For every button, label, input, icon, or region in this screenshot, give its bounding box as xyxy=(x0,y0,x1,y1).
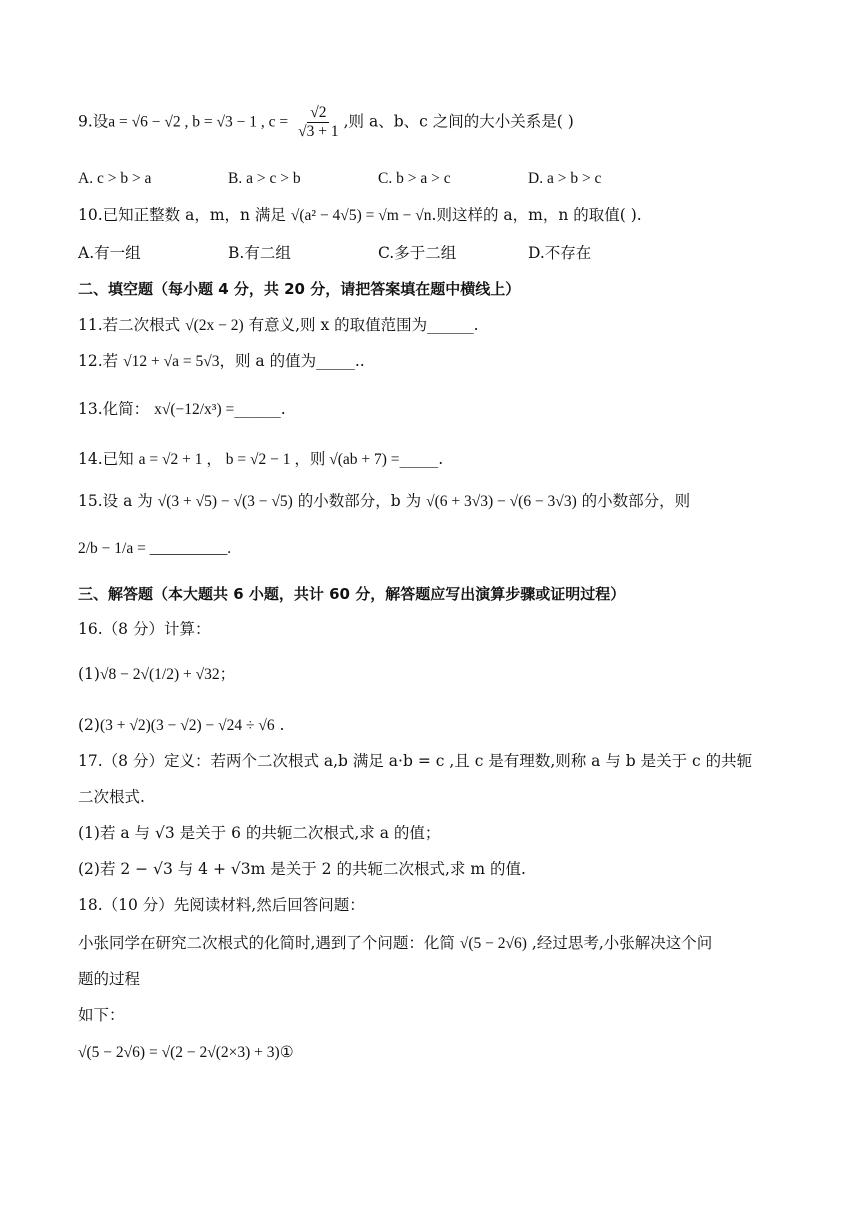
q10-option-b: B.有二组 xyxy=(228,244,291,262)
q16-p2-label: (2) xyxy=(78,716,100,734)
q18-line-2: 题的过程 xyxy=(78,970,141,988)
q9-option-b: B. a > c > b xyxy=(228,170,301,187)
question-13 xyxy=(78,400,286,420)
q9-fraction xyxy=(295,104,342,141)
q9-options xyxy=(78,170,678,189)
q16-p1-math: √8 − 2√(1/2) + √32 xyxy=(99,666,220,683)
q18-head: 18.（10 分）先阅读材料,然后回答问题： xyxy=(78,896,365,914)
q9-option-c: C. b > a > c xyxy=(378,170,451,187)
q11-suffix: 有意义,则 x 的取值范围为______. xyxy=(248,316,479,334)
q9-option-a: A. c > b > a xyxy=(78,170,152,187)
q16-p1-label: (1) xyxy=(78,665,100,683)
q17-line-1: 17.（8 分）定义：若两个二次根式 a,b 满足 a·b = c ,且 c 是有理数,则称 a 与 b 是关于 c 的共轭 xyxy=(78,752,753,770)
q15-line-2: 2/b − 1/a = __________. xyxy=(78,540,232,557)
q16-part-2 xyxy=(78,716,284,736)
q9-option-d: D. a > b > c xyxy=(528,170,602,187)
q17-part-1: (1)若 a 与 √3 是关于 6 的共轭二次根式,求 a 的值； xyxy=(78,824,441,842)
question-15 xyxy=(78,492,690,512)
question-11 xyxy=(78,316,479,336)
question-10 xyxy=(78,206,642,226)
q10-option-d: D.不存在 xyxy=(528,244,592,262)
q15-text-c: 的小数部分，则 xyxy=(581,492,691,510)
q10-option-c: C.多于二组 xyxy=(378,244,457,262)
question-9 xyxy=(78,104,574,141)
q12-math: √12 + √a = 5√3 xyxy=(123,353,220,370)
q15-math-1: √(3 + √5) − √(3 − √5) xyxy=(157,493,293,510)
q16-part-1 xyxy=(78,665,235,685)
q9-prefix: 9.设 xyxy=(78,112,109,131)
q15-math-2: √(6 + 3√3) − √(6 − 3√3) xyxy=(426,493,577,510)
q10-options xyxy=(78,244,678,263)
q11-math: √(2x − 2) xyxy=(185,317,244,334)
q18-math: √(5 − 2√6) xyxy=(459,935,527,952)
q18-line-3: 如下： xyxy=(78,1006,125,1024)
q10-prefix: 10.已知正整数 a，m，n 满足 xyxy=(78,206,286,224)
q13-suffix: ______. xyxy=(234,400,286,418)
q9-math: a = √6 − √2 , b = √3 − 1 , c = xyxy=(108,113,289,131)
q18-line-1 xyxy=(78,934,712,954)
q9-frac-num: √2 xyxy=(307,104,329,123)
question-14 xyxy=(78,450,443,470)
q12-prefix: 12.若 xyxy=(78,352,119,370)
q10-option-a: A.有一组 xyxy=(78,244,141,262)
q18-text-b: ,经过思考,小张解决这个问 xyxy=(531,934,713,952)
q16-p2-math: (3 + √2)(3 − √2) − √24 ÷ √6 xyxy=(99,717,275,734)
q13-math: x√(−12/x³) = xyxy=(154,401,235,418)
q16-head: 16.（8 分）计算： xyxy=(78,620,211,638)
q17-line-2: 二次根式. xyxy=(78,788,145,806)
section-2-heading: 二、填空题（每小题 4 分，共 20 分，请把答案填在题中横线上） xyxy=(78,280,521,298)
q14-suffix: _____. xyxy=(399,450,444,468)
q10-suffix: .则这样的 a，m，n 的取值( ). xyxy=(431,206,642,224)
q18-text-a: 小张同学在研究二次根式的化简时,遇到了个问题：化简 xyxy=(78,934,455,952)
q15-text-a: 15.设 a 为 xyxy=(78,492,153,510)
q14-math: a = √2 + 1 ， b = √2 − 1 ，则 √(ab + 7) = xyxy=(138,451,400,468)
q10-math: √(a² − 4√5) = √m − √n xyxy=(290,207,432,224)
q9-suffix: ,则 a、b、c 之间的大小关系是( ) xyxy=(343,112,574,131)
q18-equation: √(5 − 2√6) = √(2 − 2√(2×3) + 3)① xyxy=(78,1044,294,1061)
q17-part-2: (2)若 2 − √3 与 4 + √3m 是关于 2 的共轭二次根式,求 m 的值. xyxy=(78,860,526,878)
q16-p2-end: . xyxy=(274,716,285,734)
q9-frac-den: √3 + 1 xyxy=(298,122,339,140)
q15-text-b: 的小数部分，b 为 xyxy=(297,492,422,510)
section-3-heading: 三、解答题（本大题共 6 小题，共计 60 分，解答题应写出演算步骤或证明过程） xyxy=(78,585,626,603)
q11-prefix: 11.若二次根式 xyxy=(78,316,181,334)
q16-p1-end: ； xyxy=(219,665,236,683)
question-12 xyxy=(78,352,365,372)
q13-prefix: 13.化简： xyxy=(78,400,150,418)
q14-prefix: 14.已知 xyxy=(78,450,134,468)
q12-suffix: ，则 a 的值为_____.. xyxy=(219,352,365,370)
